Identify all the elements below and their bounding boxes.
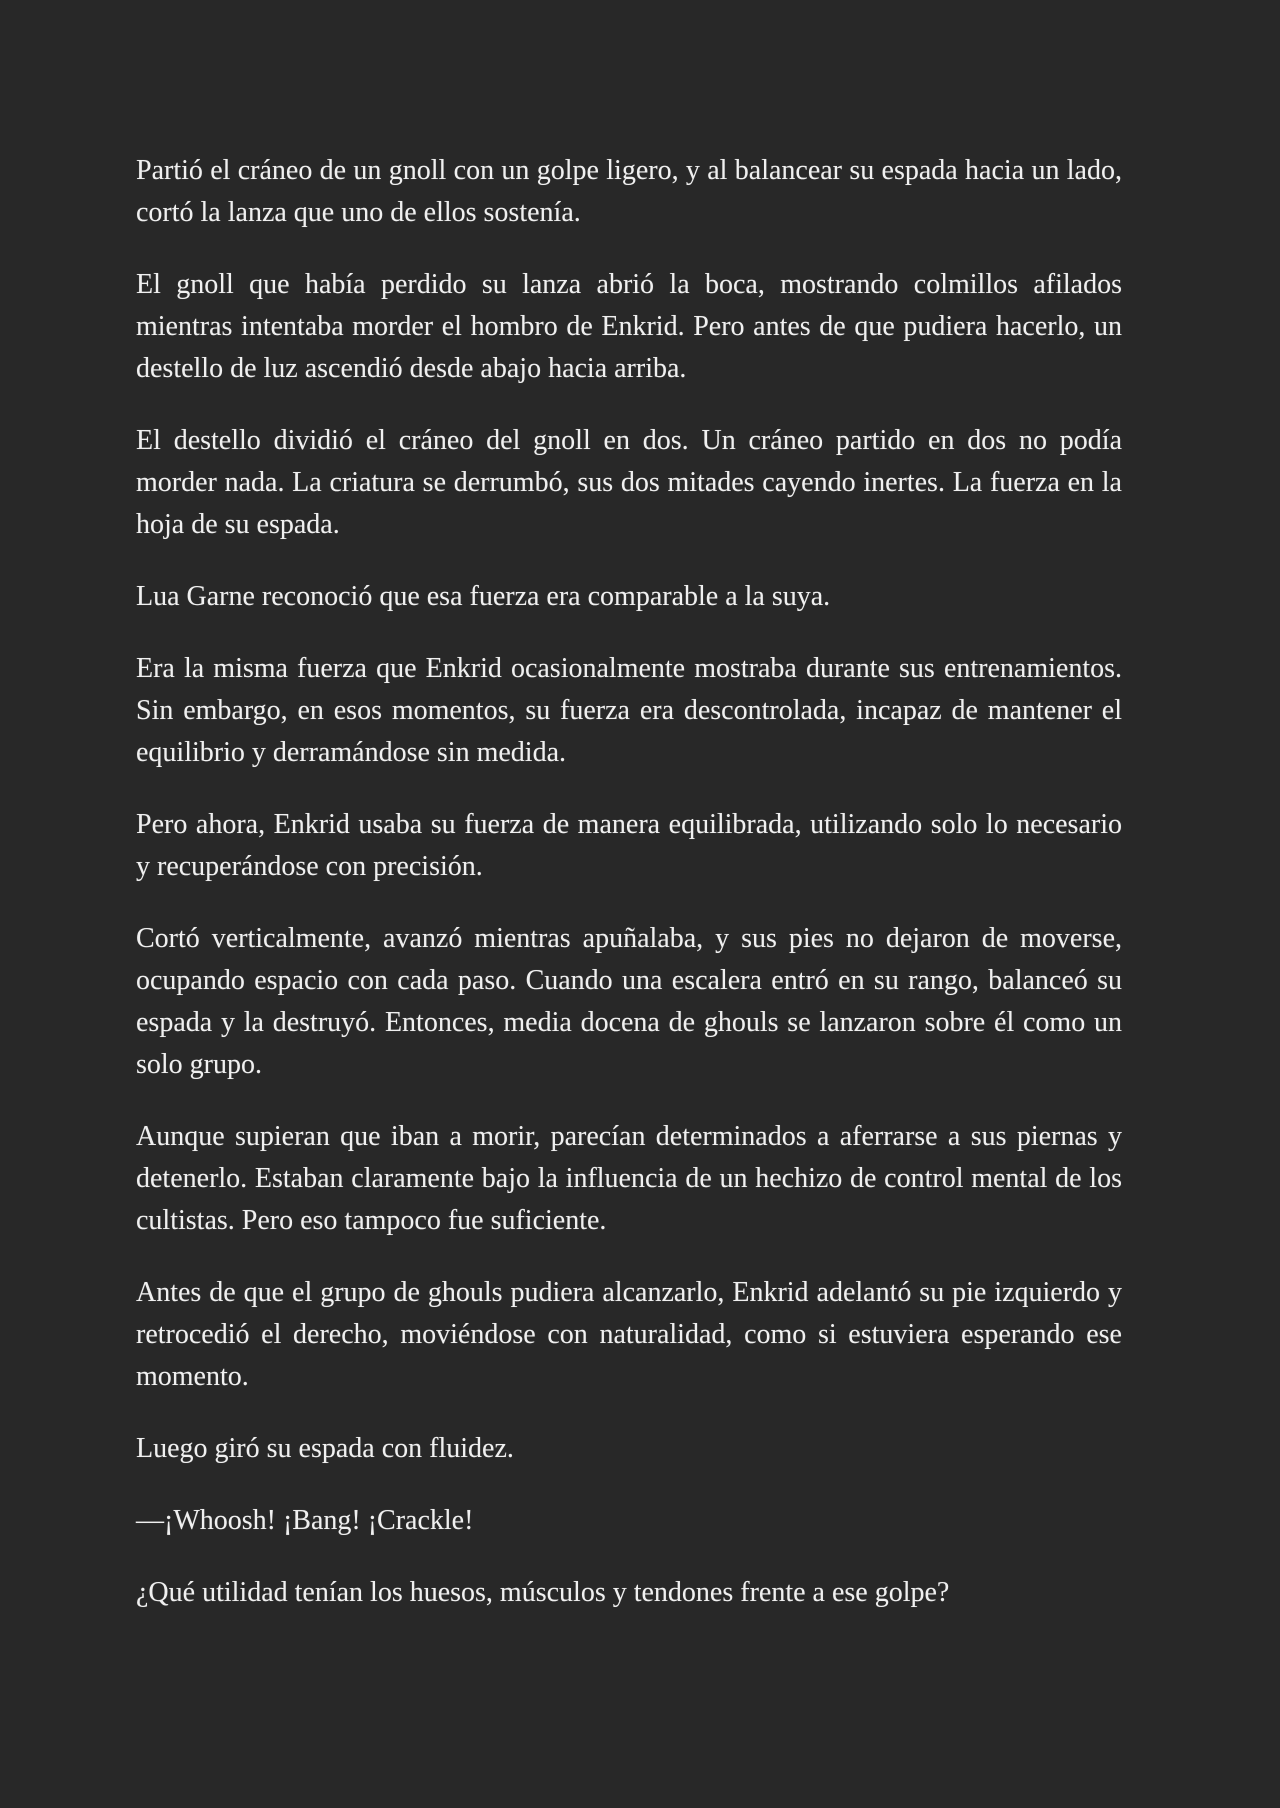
text-paragraph: Era la misma fuerza que Enkrid ocasionalmente mostraba durante sus entrenamientos. Sin embargo, en esos momentos, su fuerza era descontrolada, incapaz de mantener el equilibrio y derramándose sin medida. bbox=[136, 653, 1122, 768]
text-paragraph: Lua Garne reconoció que esa fuerza era comparable a la suya. bbox=[136, 581, 831, 612]
text-paragraph: Aunque supieran que iban a morir, parecían determinados a aferrarse a sus piernas y detenerlo. Estaban claramente bajo la influencia de un hechizo de control mental de los cultistas. Pero eso tampoco fue suficiente. bbox=[136, 1121, 1122, 1236]
text-paragraph: ¿Qué utilidad tenían los huesos, músculos y tendones frente a ese golpe? bbox=[136, 1577, 950, 1608]
text-paragraph: Pero ahora, Enkrid usaba su fuerza de manera equilibrada, utilizando solo lo necesario y recuperándose con precisión. bbox=[136, 809, 1122, 882]
text-paragraph: Partió el cráneo de un gnoll con un golpe ligero, y al balancear su espada hacia un lado, cortó la lanza que uno de ellos sostenía. bbox=[136, 155, 1122, 228]
text-paragraph: Luego giró su espada con fluidez. bbox=[136, 1433, 514, 1464]
text-paragraph: El gnoll que había perdido su lanza abrió la boca, mostrando colmillos afilados mientras intentaba morder el hombro de Enkrid. Pero antes de que pudiera hacerlo, un destello de luz ascendió desde abajo hacia arriba. bbox=[136, 269, 1122, 384]
text-paragraph: El destello dividió el cráneo del gnoll en dos. Un cráneo partido en dos no podía morder nada. La criatura se derrumbó, sus dos mitades cayendo inertes. La fuerza en la hoja de su espada. bbox=[136, 425, 1122, 540]
text-paragraph: Antes de que el grupo de ghouls pudiera alcanzarlo, Enkrid adelantó su pie izquierdo y retrocedió el derecho, moviéndose con naturalidad, como si estuviera esperando ese momento. bbox=[136, 1277, 1122, 1392]
text-paragraph: Cortó verticalmente, avanzó mientras apuñalaba, y sus pies no dejaron de moverse, ocupando espacio con cada paso. Cuando una escalera entró en su rango, balanceó su espada y la destruyó. Entonces, media docena de ghouls se lanzaron sobre él como un solo grupo. bbox=[136, 923, 1122, 1080]
text-paragraph: —¡Whoosh! ¡Bang! ¡Crackle! bbox=[136, 1505, 474, 1536]
